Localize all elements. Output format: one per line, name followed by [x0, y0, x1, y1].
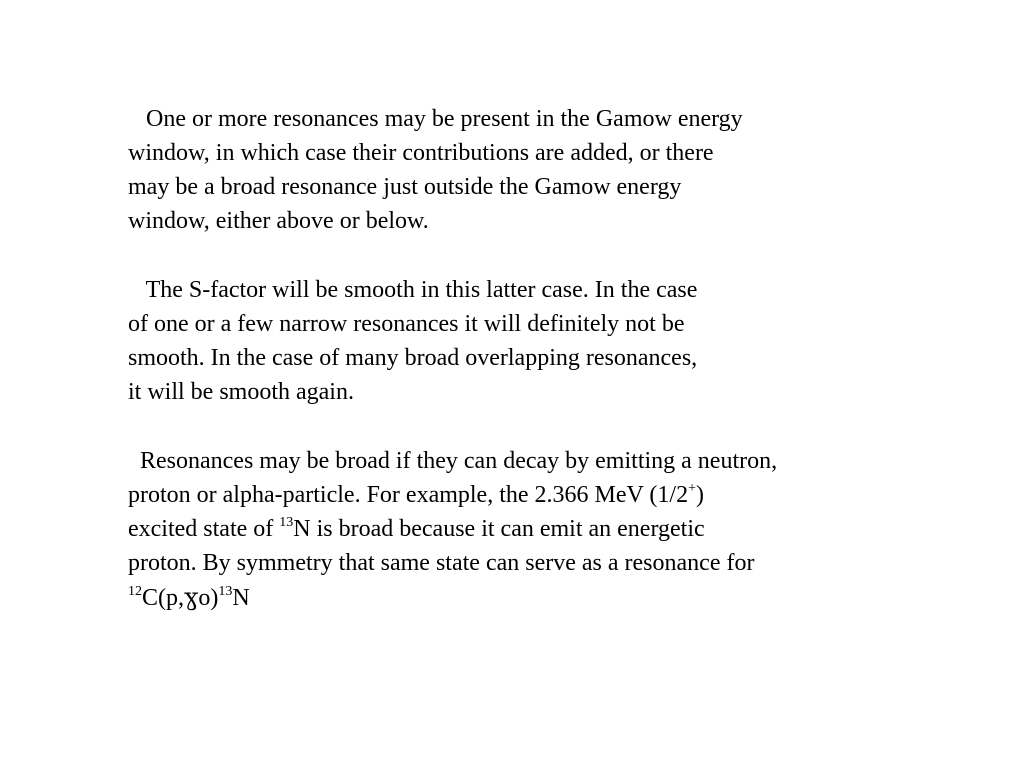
- text-line: it will be smooth again.: [128, 379, 354, 405]
- paragraph-resonances-gamow-window: [128, 102, 928, 238]
- text-segment: N is broad because it can emit an energetic: [293, 516, 705, 542]
- text-segment: N: [232, 585, 250, 611]
- text-line: may be a broad resonance just outside the Gamow energy: [128, 174, 682, 200]
- paragraph-broad-resonances: [128, 444, 928, 614]
- text-line: proton. By symmetry that same state can serve as a resonance for: [128, 550, 755, 576]
- gamma-symbol: ɣ: [184, 583, 199, 611]
- text-line: window, either above or below.: [128, 208, 429, 234]
- text-line: [128, 512, 928, 546]
- text-line: The S-factor will be smooth in this latter case. In the case: [128, 277, 698, 303]
- paragraph-s-factor-smoothness: [128, 273, 928, 409]
- text-line: [128, 478, 928, 512]
- text-segment: C(p,: [142, 585, 184, 611]
- text-line: of one or a few narrow resonances it will definitely not be: [128, 311, 685, 337]
- superscript-mass-number: 12: [128, 584, 142, 599]
- text-line: Resonances may be broad if they can decay by emitting a neutron,: [128, 448, 778, 474]
- superscript-mass-number: 13: [279, 515, 294, 530]
- superscript-plus: +: [688, 481, 696, 496]
- text-line: smooth. In the case of many broad overlapping resonances,: [128, 345, 698, 371]
- text-line: window, in which case their contributions are added, or there: [128, 140, 714, 166]
- reaction-formula: [128, 580, 928, 614]
- superscript-mass-number: 13: [218, 584, 233, 599]
- text-line: One or more resonances may be present in the Gamow energy: [128, 106, 743, 132]
- text-segment: ): [695, 482, 704, 508]
- text-segment: excited state of: [128, 516, 280, 542]
- text-segment: proton or alpha-particle. For example, the 2.366 MeV (1/2: [128, 482, 689, 508]
- text-segment: o): [198, 585, 219, 611]
